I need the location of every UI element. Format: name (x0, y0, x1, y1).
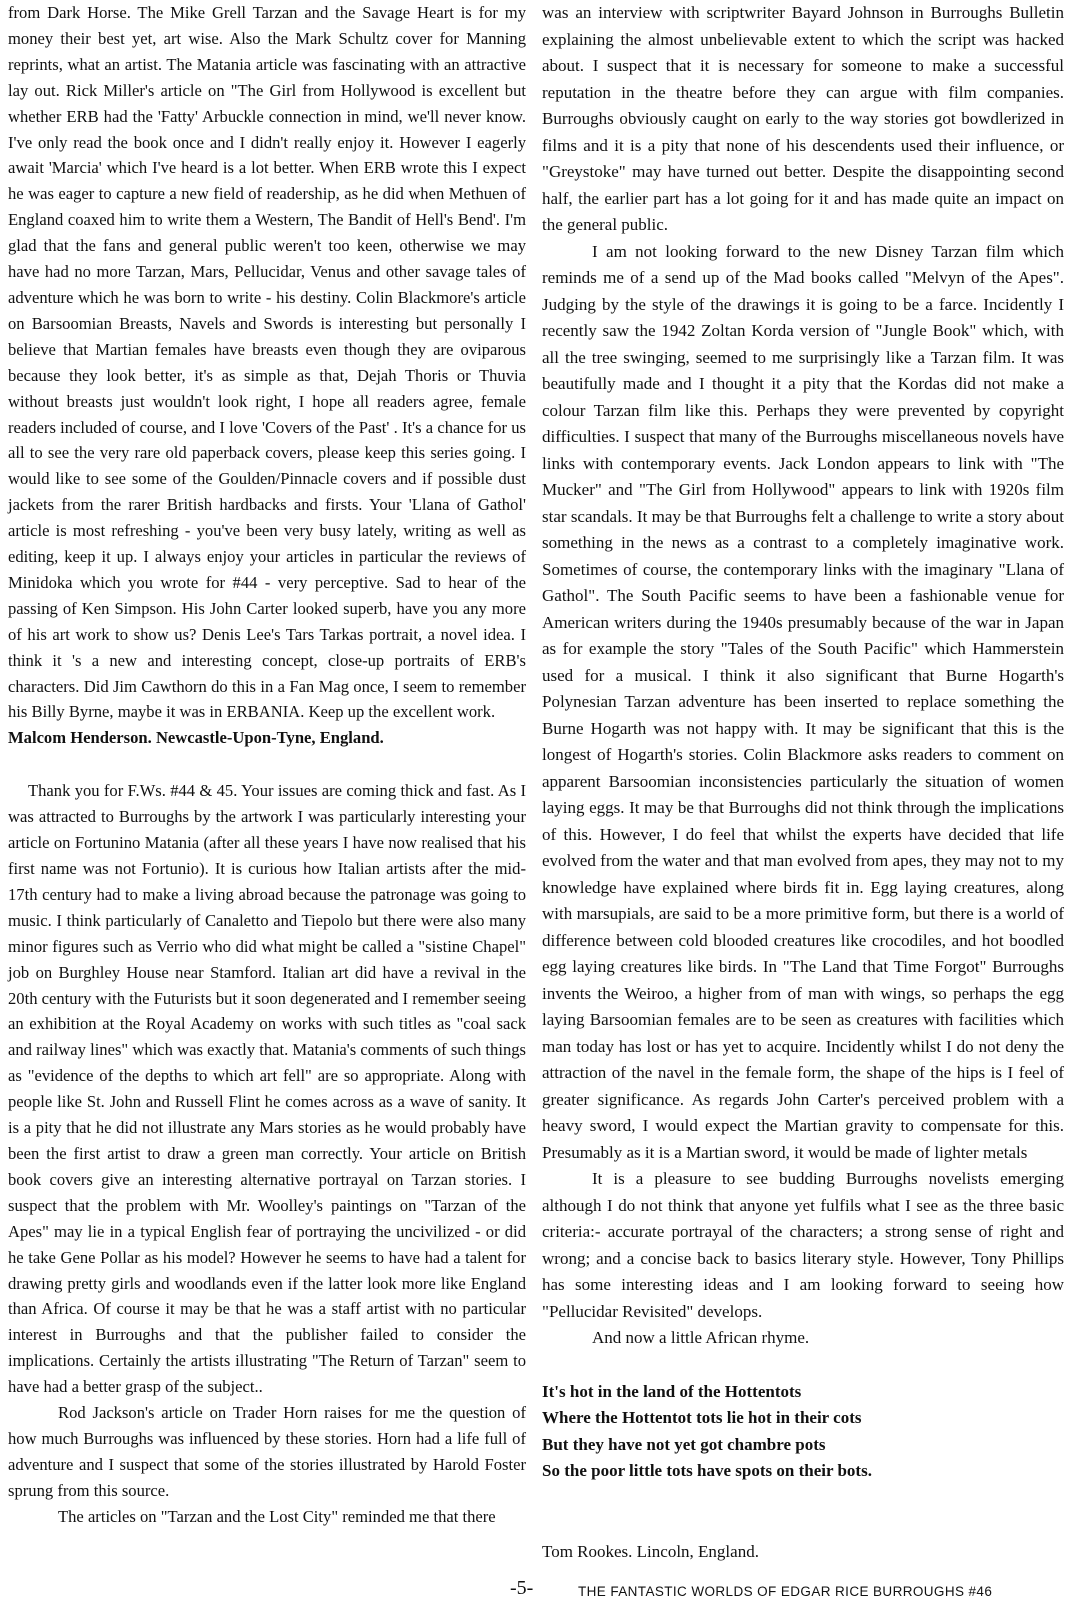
poem-line: Where the Hottentot tots lie hot in their cots (542, 1408, 862, 1427)
signature-spacer (542, 1512, 1064, 1539)
letter-2-paragraph-5: It is a pleasure to see budding Burroughs novelists emerging although I do not think that anyone yet fulfils what I see as the three basic criteria:- accurate portrayal of the characters; a strong sense of right and wrong; and a concise back to basics literary style. However, Tony Phillips has some interesting ideas and I am looking forward to seeing how "Pellucidar Revisited" develops. (542, 1169, 1064, 1321)
poem-spacer (542, 1352, 1064, 1379)
page-number: -5- (510, 1577, 534, 1599)
letter-2-signature: Tom Rookes. Lincoln, England. (542, 1541, 759, 1561)
letter-2-paragraph-2: Rod Jackson's article on Trader Horn raises for me the question of how much Burroughs was influenced by these stories. Horn had a life full of adventure and I suspect that some of the stories illustrated by Harold Foster sprung from this source. (8, 1403, 526, 1500)
letter-2-paragraph-4: I am not looking forward to the new Disney Tarzan film which reminds me of a send up of the Mad books called "Melvyn of the Apes". Judging by the style of the drawings it is going to be a farce. Incidently I recently saw the 1942 Zoltan Korda version of "Jungle Book" which, with all the tree swinging, seemed to me surprisingly like a Tarzan film. It was beautifully made and I thought it a pity that the Kordas did not make a colour Tarzan film like this. Perhaps they were prevented by copyright difficulties. I suspect that many of the Burroughs miscellaneous novels have links with contemporary events. Jack London appears to link with "The Mucker" and "The Girl from Hollywood" appears to link with 1920s film star scandals. It may be that Burroughs felt a challenge to write a story about something in the news as a contrast to a completely imaginative work. Sometimes of course, the contemporary links with the imaginary "Llana of Gathol". The South Pacific seems to have been a fashionable venue for American writers during the 1940s presumably because of the war in Japan as for example the story "Tales of the South Pacific" which Hammerstein used for a musical. I think it also significant that Burne Hogarth's Polynesian Tarzan adventure has been inserted to replace something the Burne Hogarth was not happy with. It may be significant that this is the longest of Hogarth's stories. Colin Blackmore asks readers to comment on apparent Barsoomian inconsistencies particularly the situation of women laying eggs. It may be that Burroughs did not think through the implications of this. However, I do feel that whilst the experts have decided that life evolved from the water and that man evolved from apes, they may not to my knowledge have explained where birds fit in. Egg laying creatures, along with marsupials, are said to be a more primitive form, but there is a world of difference between cold blooded creatures like crocodiles, and hot boodled egg laying creatures like birds. In "The Land that Time Forgot" Burroughs invents the Weiroo, a higher from of man with wings, so perhaps the egg laying Barsoomian females are to be seen as creatures with facilities which man today has lost or has yet to acquire. Incidently whilst I do not deny the attraction of the navel in the female form, the shape of the hips is I feel of greater significance. As regards John Carter's perceived problem with a heavy sword, I would expect the Martian gravity to compensate for this. Presumably as it is a Martian sword, it would be made of lighter metals (542, 241, 1064, 1162)
left-column (8, 0, 526, 1530)
letter-separator (8, 751, 526, 778)
letter-2-paragraph-1: Thank you for F.Ws. #44 & 45. Your issues are coming thick and fast. As I was attracted to Burroughs by the artwork I was particularly interesting your article on Fortunino Matania (after all these years I have now realised that his first name was not Fortunio). It is curious how Italian artists after the mid-17th century had to make a living abroad because the patronage was going to music. I think particularly of Canaletto and Tiepolo but there were also many minor figures such as Verrio who did what might be called a "sistine Chapel" job on Burghley House near Stamford. Italian art did have a revival in the 20th century with the Futurists but it soon degenerated and I remember seeing an exhibition at the Royal Academy on works with such titles as "coal sack and railway lines" which was exactly that. Matania's comments of such things as "evidence of the depths to which art fell" are so appropriate. Along with people like St. John and Russell Flint he comes across as a wave of sanity. It is a pity that he did not illustrate any Mars stories as he would probably have been the first artist to draw a green man correctly. Your article on British book covers give an interesting alternative portrayal on Tarzan stories. I suspect that the problem with Mr. Woolley's paintings on "Tarzan of the Apes" may lie in a typical English fear of portraying the uncivilized - or did he take Gene Pollar as his model? However he seems to have had a talent for drawing pretty girls and woodlands even if the latter look more like England than Africa. Of course it may be that he was a staff artist with no particular interest in Burroughs and that the publisher failed to consider the implications. Certainly the artists illustrating "The Return of Tarzan" seem to have had a better grasp of the subject.. (8, 781, 526, 1397)
letter-2-paragraph-3: The articles on "Tarzan and the Lost City" reminded me that there (58, 1506, 496, 1526)
letter-2-paragraph-6: And now a little African rhyme. (592, 1328, 810, 1347)
signature-spacer (542, 1485, 1064, 1512)
right-column (542, 0, 1064, 1565)
poem-line: But they have not yet got chambre pots (542, 1434, 826, 1454)
poem-line: It's hot in the land of the Hottentots (542, 1381, 802, 1401)
publication-title: THE FANTASTIC WORLDS OF EDGAR RICE BURROUGHS #46 (578, 1584, 993, 1599)
letter-1-signature: Malcom Henderson. Newcastle-Upon-Tyne, England. (8, 728, 384, 748)
poem (542, 1379, 1064, 1485)
letter-1-body: from Dark Horse. The Mike Grell Tarzan and the Savage Heart is for my money their best yet, art wise. Also the Mark Schultz cover for Manning reprints, what an artist. The Matania article was fascinating with an attractive lay out. Rick Miller's article on "The Girl from Hollywood is excellent but whether ERB had the 'Fatty' Arbuckle connection in mind, we'll never know. I've only read the book once and I didn't really enjoy it. However I eagerly await 'Marcia' which I've heard is a lot better. When ERB wrote this I expect he was eager to capture a new field of readership, as he did when Methuen of England coaxed him to write them a Western, The Bandit of Hell's Bend'. I'm glad that the fans and general public weren't too keen, otherwise we may have had no more Tarzan, Mars, Pellucidar, Venus and other savage tales of adventure which he was born to write - his destiny. Colin Blackmore's article on Barsoomian Breasts, Navels and Swords is interesting but personally I believe that Martian females have breasts even though they are oviparous because they look better, it's as simple as that, Dejah Thoris or Thuvia without breasts just wouldn't look right, I hope all readers agree, female readers included of course, and I love 'Covers of the Past' . It's a chance for us all to see the very rare old paperback covers, please keep this series going. I would like to see some of the Goulden/Pinnacle covers and if possible dust jackets from the rarer British hardbacks and firsts. Your 'Llana of Gathol' article is most refreshing - you've been very busy lately, writing as well as editing, keep it up. I always enjoy your articles in particular the reviews of Minidoka which you wrote for #44 - very perceptive. Sad to hear of the passing of Ken Simpson. His John Carter looked superb, have you any more of his art work to show us? Denis Lee's Tars Tarkas portrait, a novel idea. I think it 's a new and interesting concept, close-up portraits of ERB's characters. Did Jim Cawthorn do this in a Fan Mag once, I seem to remember his Billy Byrne, maybe it was in ERBANIA. Keep up the excellent work. (8, 3, 526, 722)
poem-line: So the poor little tots have spots on their bots. (542, 1461, 872, 1480)
letter-2-paragraph-3-cont: was an interview with scriptwriter Bayard Johnson in Burroughs Bulletin explaining the almost unbelievable extent to which the script was hacked about. I suspect that it is necessary for someone to make a successful reputation in the theatre before they can argue with film companies. Burroughs obviously caught on early to the way stories got bowdlerized in films and it is a pity that none of his descendents used their influence, or "Greystoke" may have turned out better. Despite the disappointing second half, the earlier part has a lot going for it and has made quite an impact on the general public. (542, 3, 1064, 234)
